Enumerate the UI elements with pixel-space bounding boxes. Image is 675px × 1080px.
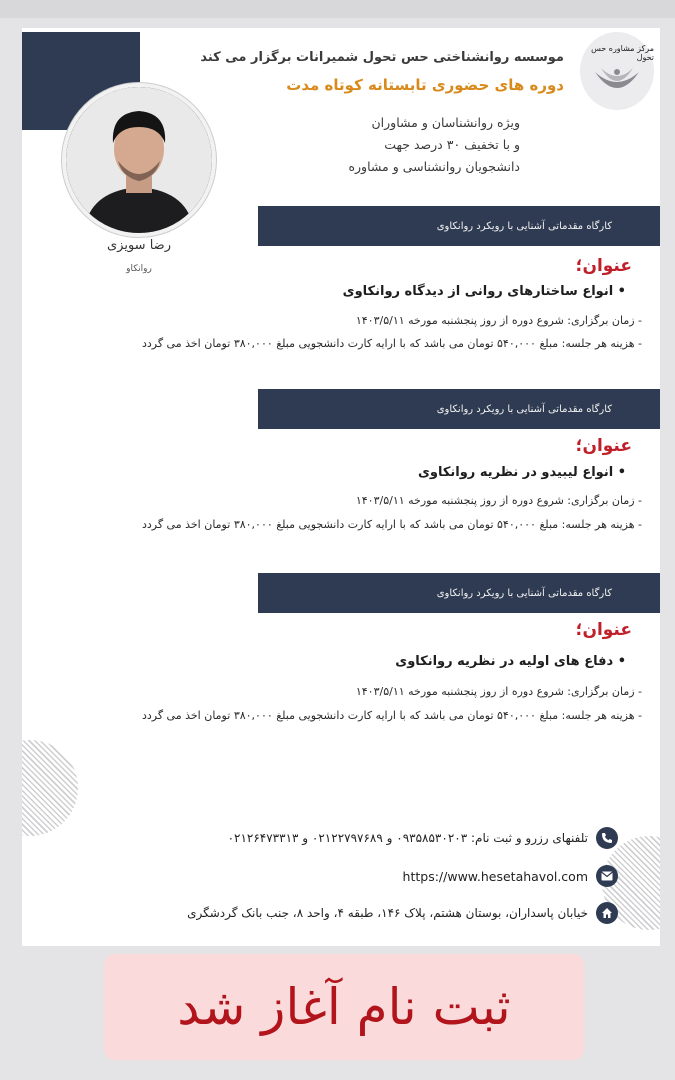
contact-website-row [58, 863, 618, 889]
section-heading: عنوان؛ [575, 436, 632, 456]
section-bar: کارگاه مقدماتی آشنایی با رویکرد روانکاوی [258, 206, 660, 246]
contact-address-row [58, 900, 618, 926]
contact-address-text: خیابان پاسداران، بوستان هشتم، پلاک ۱۴۶، طبقه ۴، واحد ۸، جنب بانک گردشگری [187, 906, 588, 920]
logo-emblem-icon [591, 64, 643, 98]
section-bar: کارگاه مقدماتی آشنایی با رویکرد روانکاوی [258, 573, 660, 613]
instructor-role: روانکاو [126, 264, 152, 274]
top-status-strip [0, 0, 675, 18]
section-heading: عنوان؛ [575, 620, 632, 640]
audience-line: دانشجویان روانشناسی و مشاوره [348, 159, 520, 174]
registration-banner-text: ثبت نام آغاز شد [177, 978, 511, 1036]
phone-icon [596, 827, 618, 849]
section-bar: کارگاه مقدماتی آشنایی با رویکرد روانکاوی [258, 389, 660, 429]
section-heading: عنوان؛ [575, 256, 632, 276]
course-title: دوره های حضوری تابستانه کوتاه مدت [286, 76, 564, 94]
section-time: - زمان برگزاری: شروع دوره از روز پنجشنبه مورخه ۱۴۰۳/۵/۱۱ [355, 314, 642, 327]
audience-line: ویژه روانشناسان و مشاوران [371, 115, 520, 130]
section-time: - زمان برگزاری: شروع دوره از روز پنجشنبه مورخه ۱۴۰۳/۵/۱۱ [355, 494, 642, 507]
instructor-photo [62, 83, 216, 237]
section-topic: • انواع ساختارهای روانی از دیدگاه روانکاوی [342, 284, 626, 299]
contact-phone-row [58, 825, 618, 851]
section-cost: - هزینه هر جلسه: مبلغ ۵۴۰,۰۰۰ تومان می باشد که با ارایه کارت دانشجویی مبلغ ۳۸۰,۰۰۰ تومان اخذ می گردد [141, 709, 642, 722]
section-topic: • انواع لیبیدو در نظریه روانکاوی [417, 465, 626, 480]
instructor-avatar-icon [66, 87, 212, 233]
section-cost: - هزینه هر جلسه: مبلغ ۵۴۰,۰۰۰ تومان می باشد که با ارایه کارت دانشجویی مبلغ ۳۸۰,۰۰۰ تومان اخذ می گردد [141, 518, 642, 531]
decorative-circle-left [22, 740, 78, 836]
institute-logo [580, 32, 654, 110]
section-time: - زمان برگزاری: شروع دوره از روز پنجشنبه مورخه ۱۴۰۳/۵/۱۱ [355, 685, 642, 698]
instructor-name: رضا سویزی [107, 238, 171, 253]
section-cost: - هزینه هر جلسه: مبلغ ۵۴۰,۰۰۰ تومان می باشد که با ارایه کارت دانشجویی مبلغ ۳۸۰,۰۰۰ تومان اخذ می گردد [141, 337, 642, 350]
home-icon [596, 902, 618, 924]
contact-phone-text[interactable]: تلفنهای رزرو و ثبت نام: ۰۹۳۵۸۵۳۰۲۰۳ و ۰۲۱۲۲۷۹۷۶۸۹ و ۰۲۱۲۶۴۷۳۳۱۳ [227, 831, 588, 845]
registration-banner[interactable] [104, 954, 584, 1060]
contact-website-link[interactable]: https://www.hesetahavol.com [402, 868, 588, 884]
mail-icon [596, 865, 618, 887]
logo-text: مرکز مشاوره حس تحول [591, 44, 654, 62]
poster-card [22, 28, 660, 946]
audience-line: و با تخفیف ۳۰ درصد جهت [384, 137, 520, 152]
section-topic: • دفاع های اولیه در نظریه روانکاوی [395, 654, 626, 669]
institute-title: موسسه روانشناختی حس تحول شمیرانات برگزار می کند [200, 50, 564, 65]
